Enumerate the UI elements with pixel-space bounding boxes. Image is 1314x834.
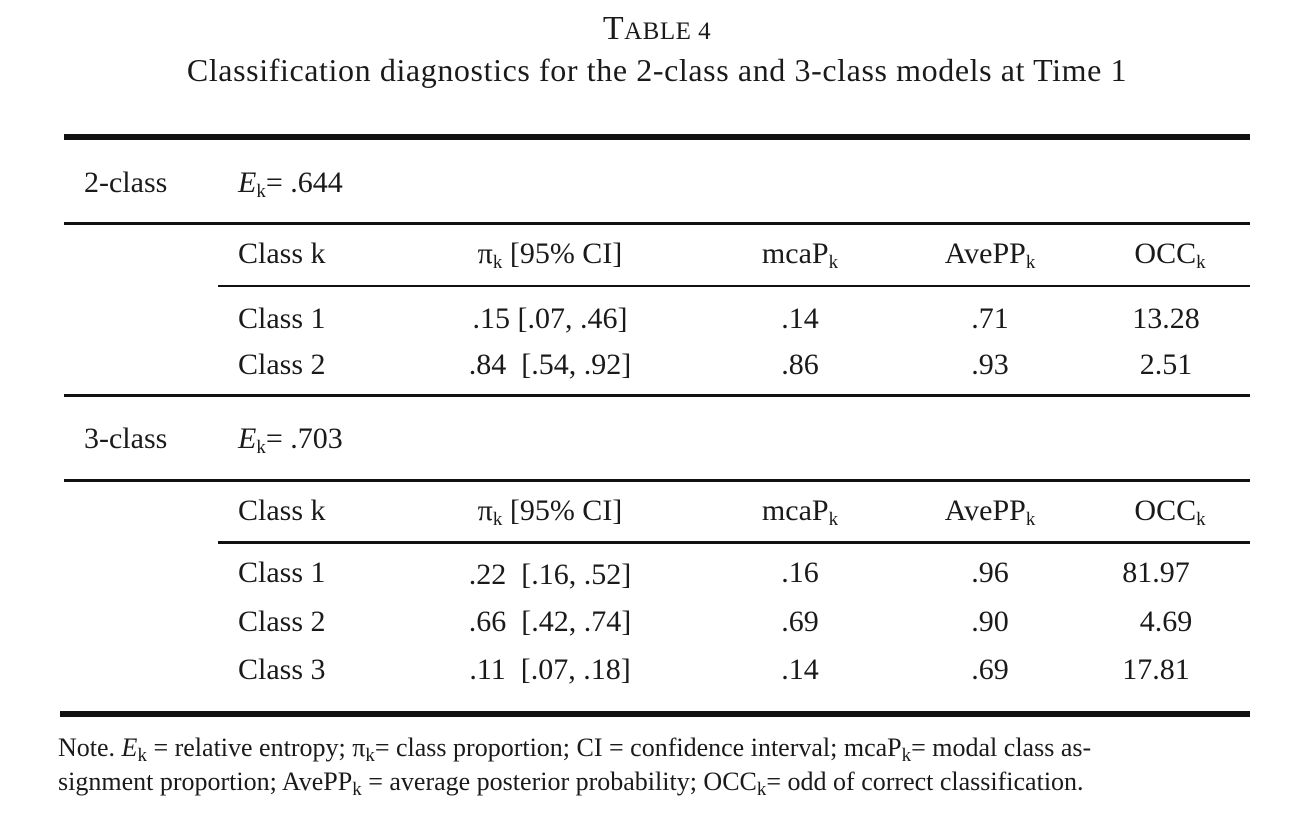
table-row-mcap: .86: [781, 348, 819, 381]
table-row-avepp: .96: [971, 556, 1009, 589]
col-header-mcap: mcaP$_k$: [761, 494, 839, 530]
table-note-line-2: signment proportion; AvePP$_k$ = average posterior probability; $OCC_k=$ odd of correct classification.: [58, 767, 1084, 800]
entropy-subscript: k: [256, 181, 266, 202]
table-row-mcap: .16: [781, 556, 819, 589]
section1-colhead-rule: [218, 285, 1250, 287]
col-header-avepp: AvePP$_k$: [944, 237, 1036, 273]
section-divider-rule: [64, 394, 1250, 397]
top-rule: [64, 134, 1250, 140]
table-row-mcap: .69: [781, 605, 819, 638]
table-title: Classification diagnostics for the 2-class and 3-class models at Time 1: [186, 52, 1128, 88]
table-row-occ: 17.81: [1122, 653, 1190, 686]
table-row-pi: .66 [.42, .74]: [468, 605, 632, 638]
col-header-avepp: AvePP$_k$: [944, 494, 1036, 530]
table-label: TABLE 4: [602, 10, 712, 47]
table-row-class: Class 1: [238, 556, 326, 589]
col-header-occ: $OCC_k$: [1134, 494, 1206, 530]
table-row-avepp: .93: [971, 348, 1009, 381]
table-row-class: Class 3: [238, 653, 326, 686]
table-row-avepp: .69: [971, 653, 1009, 686]
table-row-avepp: .71: [971, 302, 1009, 335]
col-header-class: Class k: [238, 237, 326, 270]
table-row-pi: .15 [.07, .46]: [472, 302, 628, 335]
table-row-class: Class 1: [238, 302, 326, 335]
table-row-occ: 81.97: [1122, 556, 1190, 589]
entropy-number: = .644: [265, 166, 343, 199]
table-row-pi: .84 [.54, .92]: [468, 348, 632, 381]
table-row-avepp: .90: [971, 605, 1009, 638]
table-row-mcap: .14: [781, 302, 819, 335]
table-row-mcap: .14: [781, 653, 819, 686]
entropy-symbol: E: [238, 422, 257, 455]
table-row-pi: .11 [.07, .18]: [469, 653, 631, 686]
col-header-pi: $\pi_k$ [95% CI]: [477, 237, 623, 273]
table-row-class: Class 2: [238, 348, 326, 381]
section-label: 3-class: [84, 422, 168, 455]
col-header-occ: $OCC_k$: [1134, 237, 1206, 273]
entropy-value: [238, 165, 343, 201]
table-row-occ: 2.51: [1139, 348, 1193, 381]
table-note-line-1: Note. $E_k$ = relative entropy; $\pi_k=$ class proportion; CI = confidence interval; mcaP$_k$= modal class as-: [58, 733, 1092, 766]
col-header-pi: $\pi_k$ [95% CI]: [477, 494, 623, 530]
entropy-number: = .703: [265, 422, 343, 455]
section2-header-rule: [64, 479, 1250, 482]
col-header-mcap: mcaP$_k$: [761, 237, 839, 273]
table-row-pi: .22 [.16, .52]: [468, 558, 632, 591]
col-header-class: Class k: [238, 494, 326, 527]
section1-header-rule: [64, 222, 1250, 225]
table-row-occ: 4.69: [1139, 605, 1193, 638]
section-label: 2-class: [84, 166, 168, 199]
entropy-value: [238, 421, 343, 457]
entropy-symbol: E: [238, 166, 257, 199]
table-row-occ: 13.28: [1132, 302, 1200, 335]
table-row-class: Class 2: [238, 605, 326, 638]
bottom-rule: [60, 711, 1250, 717]
section2-colhead-rule: [218, 541, 1250, 544]
entropy-subscript: k: [256, 437, 266, 458]
